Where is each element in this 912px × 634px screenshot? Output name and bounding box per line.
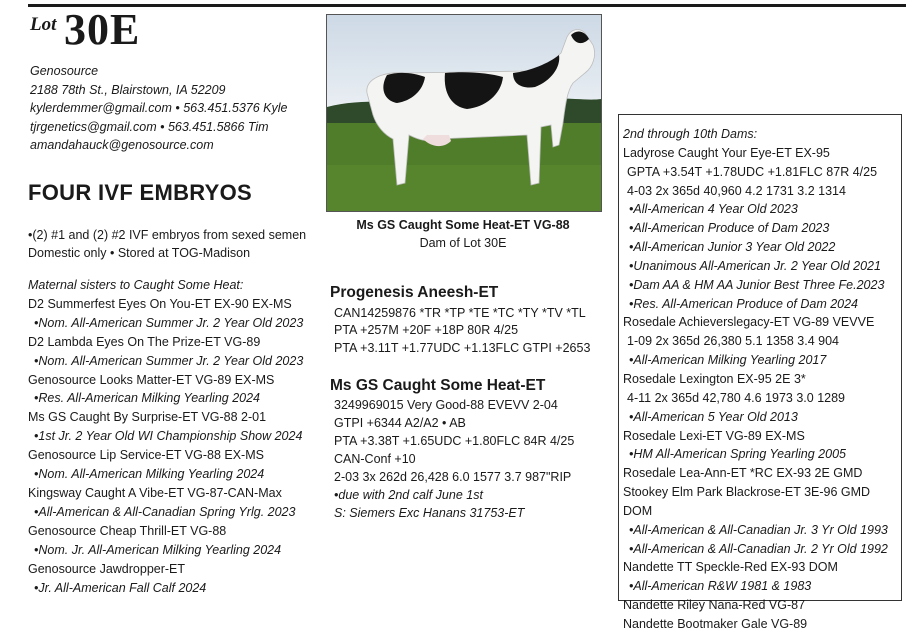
- dam-ancestor-award: •All-American R&W 1981 & 1983: [629, 579, 812, 594]
- dam-ancestor-award: •All-American 4 Year Old 2023: [629, 202, 798, 217]
- consignor-address: 2188 78th St., Blairstown, IA 52209: [30, 82, 226, 97]
- sister-name: Genosource Cheap Thrill-ET VG-88: [28, 523, 227, 538]
- dam-ancestor-award: •All-American & All-Canadian Jr. 2 Yr Old 1992: [629, 541, 888, 556]
- top-rule: [28, 4, 906, 7]
- sister-name: D2 Summerfest Eyes On You-ET EX-90 EX-MS: [28, 296, 292, 311]
- dam-ancestor-award: •All-American & All-Canadian Jr. 3 Yr Old 1993: [629, 522, 888, 537]
- offering-detail-line: Domestic only • Stored at TOG-Madison: [28, 246, 251, 260]
- sister-name: Genosource Jawdropper-ET: [28, 561, 186, 576]
- dam-ancestor-name: Ladyrose Caught Your Eye-ET EX-95: [623, 145, 830, 160]
- sister-award: •1st Jr. 2 Year Old WI Championship Show 2024: [34, 429, 303, 444]
- dam-ancestor-award: •All-American Junior 3 Year Old 2022: [629, 240, 836, 255]
- sister-name: Kingsway Caught A Vibe-ET VG-87-CAN-Max: [28, 485, 282, 500]
- dam-ancestor-name: Nandette TT Speckle-Red EX-93 DOM: [623, 560, 838, 575]
- photo-caption-title: Ms GS Caught Some Heat-ET VG-88: [356, 218, 570, 232]
- sister-award: •Res. All-American Milking Yearling 2024: [34, 391, 261, 406]
- dam-line: 2-03 3x 262d 26,428 6.0 1577 3.7 987"RIP: [334, 470, 572, 484]
- dam-ancestor-award: •All-American 5 Year Old 2013: [629, 409, 798, 424]
- dam-ancestor-name: Rosedale Lexington EX-95 2E 3*: [623, 371, 806, 386]
- dam-ancestor-award: •HM All-American Spring Yearling 2005: [629, 447, 846, 462]
- dam-ancestor-stat: 4-03 2x 365d 40,960 4.2 1731 3.2 1314: [627, 183, 846, 198]
- consignor-name: Genosource: [30, 64, 99, 78]
- photo-caption-subtitle: Dam of Lot 30E: [419, 236, 507, 250]
- lot-number: 30E: [64, 5, 141, 54]
- maternal-sisters: [28, 276, 303, 597]
- cow-illustration: [327, 15, 601, 211]
- sire-line: CAN14259876 *TR *TP *TE *TC *TY *TV *TL: [334, 305, 586, 320]
- sister-name: Genosource Lip Service-ET VG-88 EX-MS: [28, 448, 264, 463]
- dam-line: CAN-Conf +10: [334, 452, 416, 466]
- dam-ancestor-name: Nandette Riley Nana-Red VG-87: [623, 598, 806, 613]
- offering-heading: FOUR IVF EMBRYOS: [28, 180, 252, 205]
- dam-ancestor-stat: GPTA +3.54T +1.78UDC +1.81FLC 87R 4/25: [627, 164, 878, 179]
- dam-ancestor-name: Rosedale Lexi-ET VG-89 EX-MS: [623, 428, 805, 443]
- dam-line: S: Siemers Exc Hanans 31753-ET: [334, 506, 525, 520]
- sister-name: D2 Lambda Eyes On The Prize-ET VG-89: [28, 334, 261, 349]
- consignor-contact-kyle: kylerdemmer@gmail.com • 563.451.5376 Kyle: [30, 101, 288, 115]
- dam-ancestor-award: •Dam AA & HM AA Junior Best Three Fe.2023: [629, 277, 885, 292]
- dam-ancestor-stat: 4-11 2x 365d 42,780 4.6 1973 3.0 1289: [627, 390, 846, 405]
- dams-list: [623, 144, 901, 634]
- sister-award: •Nom. All-American Milking Yearling 2024: [34, 467, 265, 482]
- sisters-heading: Maternal sisters to Caught Some Heat:: [28, 278, 244, 292]
- dam-ancestor-award: •All-American Milking Yearling 2017: [629, 353, 827, 368]
- sire-line: PTA +257M +20F +18P 80R 4/25: [334, 323, 519, 337]
- dams-pedigree-box: [618, 114, 902, 631]
- dam-ancestor-name: Nandette Bootmaker Gale VG-89: [623, 616, 808, 631]
- offering-detail-line: •(2) #1 and (2) #2 IVF embryos from sexed semen: [28, 228, 307, 242]
- sister-name: Genosource Looks Matter-ET VG-89 EX-MS: [28, 372, 275, 387]
- sister-award: •Nom. All-American Summer Jr. 2 Year Old 2023: [34, 315, 304, 330]
- consignor-contact: [30, 62, 287, 155]
- dam-ancestor-name: Rosedale Lea-Ann-ET *RC EX-93 2E GMD: [623, 466, 863, 481]
- dam-line: •due with 2nd calf June 1st: [334, 488, 483, 502]
- dam-ancestor-stat: 1-09 2x 365d 26,380 5.1 1358 3.4 904: [627, 334, 839, 349]
- sister-award: •Jr. All-American Fall Calf 2024: [34, 580, 207, 595]
- consignor-email: amandahauck@genosource.com: [30, 138, 214, 152]
- offering-details: [28, 226, 306, 262]
- dam-line: GTPI +6344 A2/A2 • AB: [334, 416, 466, 430]
- sister-award: •Nom. All-American Summer Jr. 2 Year Old 2023: [34, 353, 304, 368]
- consignor-contact-tim: tjrgenetics@gmail.com • 563.451.5866 Tim: [30, 119, 269, 134]
- dam-ancestor-award: •All-American Produce of Dam 2023: [629, 221, 830, 236]
- dam-ancestor-name: Rosedale Achieverslegacy-ET VG-89 VEVVE: [623, 315, 875, 330]
- sister-award: •All-American & All-Canadian Spring Yrlg. 2023: [34, 504, 296, 519]
- dam-block: [330, 377, 574, 522]
- dam-name: Ms GS Caught Some Heat-ET: [330, 377, 546, 394]
- sire-line: PTA +3.11T +1.77UDC +1.13FLC GTPI +2653: [334, 340, 591, 355]
- dams-heading: 2nd through 10th Dams:: [623, 127, 758, 141]
- sire-block: [330, 284, 590, 357]
- lot-label: Lot: [30, 14, 57, 35]
- dam-line: PTA +3.38T +1.65UDC +1.80FLC 84R 4/25: [334, 434, 575, 448]
- dam-ancestor-award: •Unanimous All-American Jr. 2 Year Old 2021: [629, 258, 881, 273]
- sister-award: •Nom. Jr. All-American Milking Yearling 2024: [34, 542, 282, 557]
- sister-name: Ms GS Caught By Surprise-ET VG-88 2-01: [28, 410, 267, 425]
- grass-foreground: [327, 165, 601, 211]
- dam-line: 3249969015 Very Good-88 EVEVV 2-04: [334, 398, 558, 412]
- dam-ancestor-name: Stookey Elm Park Blackrose-ET 3E-96 GMD DOM: [623, 485, 871, 518]
- cow-photo: [326, 14, 602, 212]
- sire-name: Progenesis Aneesh-ET: [330, 284, 499, 301]
- dam-ancestor-award: •Res. All-American Produce of Dam 2024: [629, 296, 859, 311]
